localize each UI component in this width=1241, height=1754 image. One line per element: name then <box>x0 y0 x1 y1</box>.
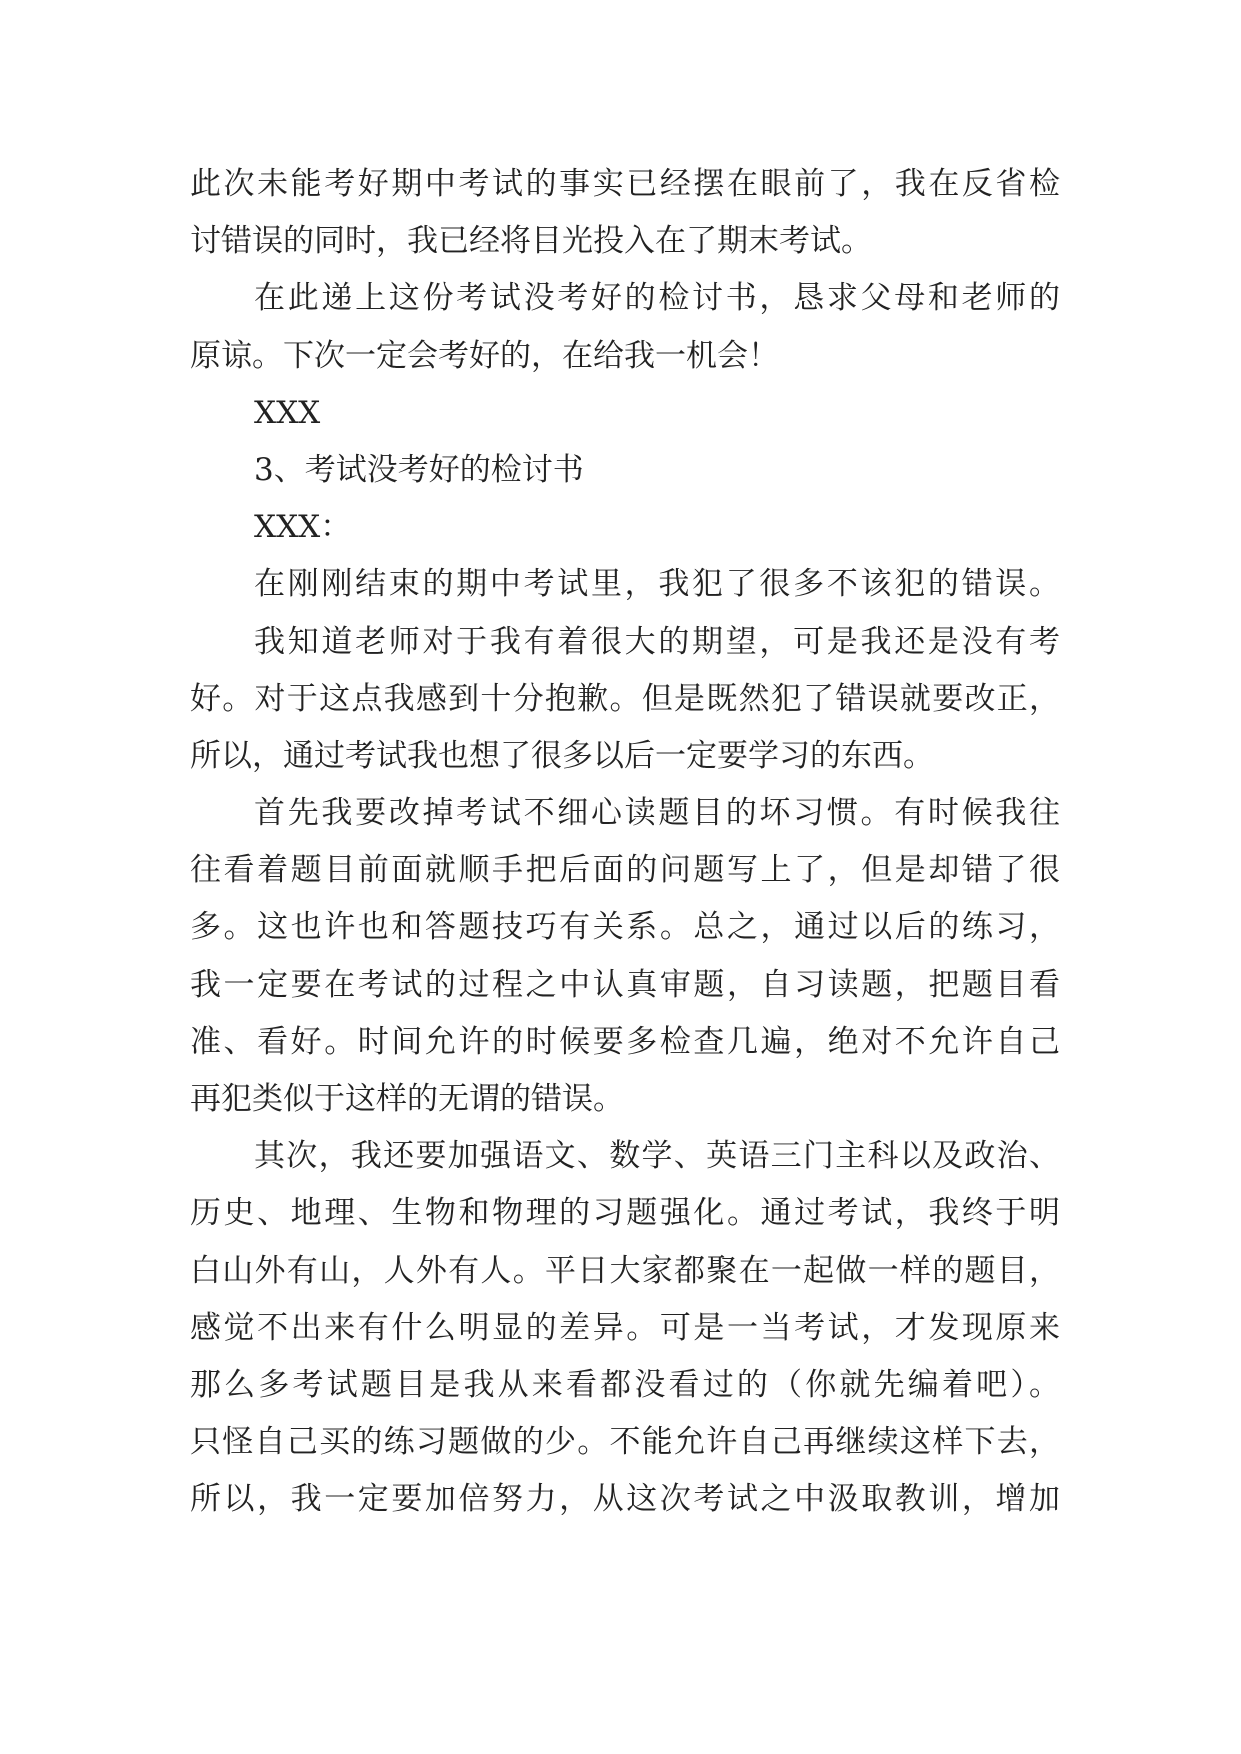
salutation-line: XXX： <box>254 509 352 546</box>
document-body <box>190 156 1060 1529</box>
text-line: 首先我要改掉考试不细心读题目的坏习惯。有时候我往 <box>254 795 1060 832</box>
text-line: 感觉不出来有什么明显的差异。可是一当考试，才发现原来 <box>190 1309 1060 1346</box>
text-line: 历史、地理、生物和物理的习题强化。通过考试，我终于明 <box>190 1195 1060 1232</box>
text-line: 准、看好。时间允许的时候要多检查几遍，绝对不允许自己 <box>190 1023 1060 1060</box>
text-line: 所以，通过考试我也想了很多以后一定要学习的东西。 <box>190 737 934 774</box>
text-line: 其次，我还要加强语文、数学、英语三门主科以及政治、 <box>254 1138 1060 1175</box>
text-line: 原谅。下次一定会考好的，在给我一机会！ <box>190 337 779 374</box>
section-heading: 3、考试没考好的检讨书 <box>254 451 584 488</box>
signature-line: XXX <box>254 394 321 431</box>
text-line: 那么多考试题目是我从来看都没看过的（你就先编着吧）。 <box>190 1366 1060 1403</box>
text-line: 在此递上这份考试没考好的检讨书，恳求父母和老师的 <box>254 280 1060 317</box>
text-line: 好。对于这点我感到十分抱歉。但是既然犯了错误就要改正， <box>190 680 1060 717</box>
text-line: 讨错误的同时，我已经将目光投入在了期末考试。 <box>190 223 872 260</box>
text-line: 再犯类似于这样的无谓的错误。 <box>190 1081 624 1117</box>
text-line: 多。这也许也和答题技巧有关系。总之，通过以后的练习， <box>190 909 1060 946</box>
text-line: 此次未能考好期中考试的事实已经摆在眼前了，我在反省检 <box>190 166 1060 202</box>
text-line: 我知道老师对于我有着很大的期望，可是我还是没有考 <box>254 623 1060 660</box>
text-line: 所以，我一定要加倍努力，从这次考试之中汲取教训，增加 <box>190 1481 1060 1518</box>
text-line: 在刚刚结束的期中考试里，我犯了很多不该犯的错误。 <box>254 566 1060 603</box>
text-line: 白山外有山，人外有人。平日大家都聚在一起做一样的题目， <box>190 1252 1060 1289</box>
text-line: 往看着题目前面就顺手把后面的问题写上了，但是却错了很 <box>190 852 1060 889</box>
text-line: 只怪自己买的练习题做的少。不能允许自己再继续这样下去， <box>190 1424 1060 1461</box>
text-line: 我一定要在考试的过程之中认真审题，自习读题，把题目看 <box>190 966 1060 1003</box>
